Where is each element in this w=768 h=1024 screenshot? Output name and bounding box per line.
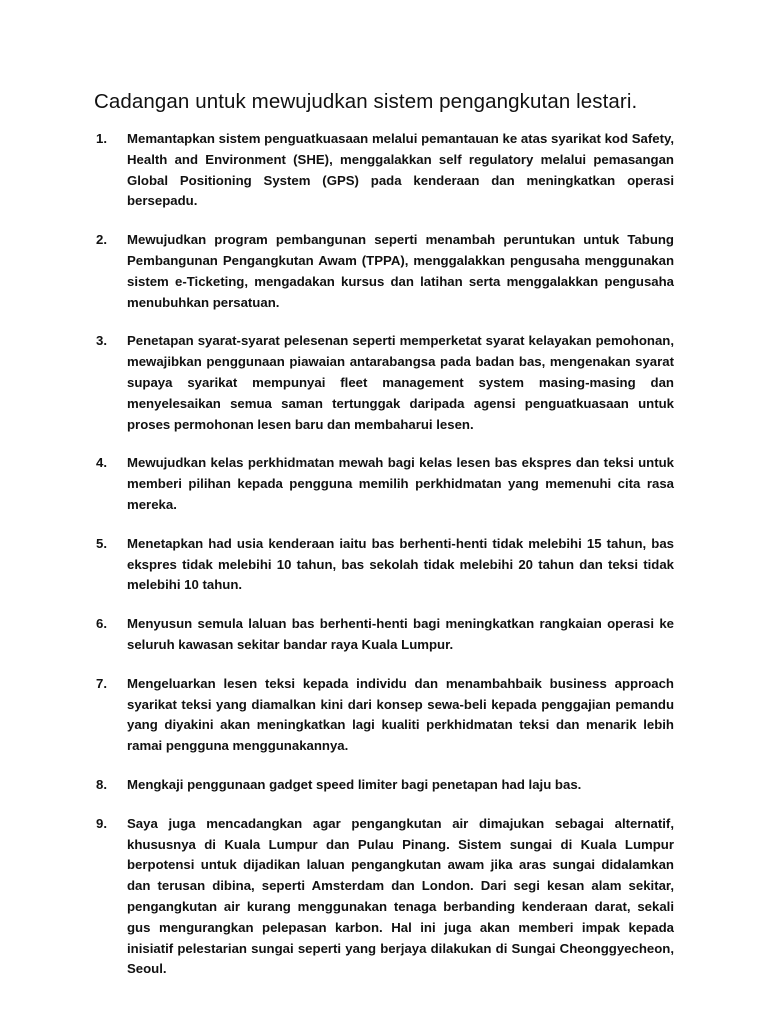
item-text: Memantapkan sistem penguatkuasaan melalui pemantauan ke atas syarikat kod Safety, Health and Environment (SHE), menggalakkan self regulatory melalui pemasangan Global Positioning System (GPS) pada kenderaan dan meningkatkan operasi bersepadu. [127, 131, 674, 209]
item-number: 4. [96, 455, 107, 471]
list-item [96, 331, 674, 435]
item-text: Mewujudkan kelas perkhidmatan mewah bagi kelas lesen bas ekspres dan teksi untuk memberi pilihan kepada pengguna memilih perkhidmatan yang memenuhi cita rasa mereka. [127, 455, 674, 512]
item-number: 3. [96, 333, 107, 349]
list-item [96, 534, 674, 596]
list-item [96, 775, 674, 796]
document-title: Cadangan untuk mewujudkan sistem pengangkutan lestari. [94, 90, 638, 113]
item-text: Penetapan syarat-syarat pelesenan seperti memperketat syarat kelayakan pemohonan, mewajibkan penggunaan piawaian antarabangsa pada badan bas, mengenakan syarat supaya syarikat mempunyai fleet management system masing-masing dan menyelesaikan semua saman tertunggak daripada agensi penguatkuasaan untuk proses permohonan lesen baru dan membaharui lesen. [127, 333, 674, 432]
item-number: 6. [96, 616, 107, 632]
list-item [96, 814, 674, 980]
item-text: Mengeluarkan lesen teksi kepada individu dan menambahbaik business approach syarikat teksi yang diamalkan kini dari konsep sewa-beli kepada penggajian pemandu yang diyakini akan meningkatkan lagi kualiti perkhidmatan teksi dan menarik lebih ramai pengguna menggunakannya. [127, 675, 674, 754]
item-text: Saya juga mencadangkan agar pengangkutan air dimajukan sebagai alternatif, khususnya di Kuala Lumpur dan Pulau Pinang. Sistem sungai di Kuala Lumpur berpotensi untuk dijadikan laluan pengangkutan awam jika aras sungai didalamkan dan terusan dibina, seperti Amsterdam dan London. Dari segi kesan alam sekitar, pengangkutan air kurang menggunakan tenaga berbanding kenderaan darat, sekali gus mengurangkan pelepasan karbon. Hal ini juga akan memberi impak kepada inisiatif pelestarian sungai seperti yang berjaya dilakukan di Sungai Cheonggyecheon, Seoul. [127, 815, 674, 977]
list-item [96, 614, 674, 656]
item-text: Mewujudkan program pembangunan seperti menambah peruntukan untuk Tabung Pembangunan Pengangkutan Awam (TPPA), menggalakkan pengusaha menggunakan sistem e-Ticketing, mengadakan kursus dan latihan serta menggalakkan pengusaha menubuhkan persatuan. [127, 232, 674, 310]
list-item [96, 453, 674, 515]
item-number: 5. [96, 535, 107, 551]
list-item [96, 129, 674, 212]
proposal-list [96, 129, 674, 998]
item-number: 7. [96, 675, 107, 691]
list-item [96, 674, 674, 757]
item-number: 9. [96, 815, 107, 831]
list-item [96, 230, 674, 313]
item-number: 1. [96, 131, 107, 146]
item-text: Menetapkan had usia kenderaan iaitu bas berhenti-henti tidak melebihi 15 tahun, bas ekspres tidak melebihi 10 tahun, bas sekolah tidak melebihi 20 tahun dan teksi tidak melebihi 10 tahun. [127, 535, 674, 593]
item-number: 8. [96, 776, 107, 792]
item-number: 2. [96, 232, 107, 248]
item-text: Menyusun semula laluan bas berhenti-henti bagi meningkatkan rangkaian operasi ke seluruh kawasan sekitar bandar raya Kuala Lumpur. [127, 616, 674, 652]
item-text: Mengkaji penggunaan gadget speed limiter bagi penetapan had laju bas. [127, 776, 582, 792]
